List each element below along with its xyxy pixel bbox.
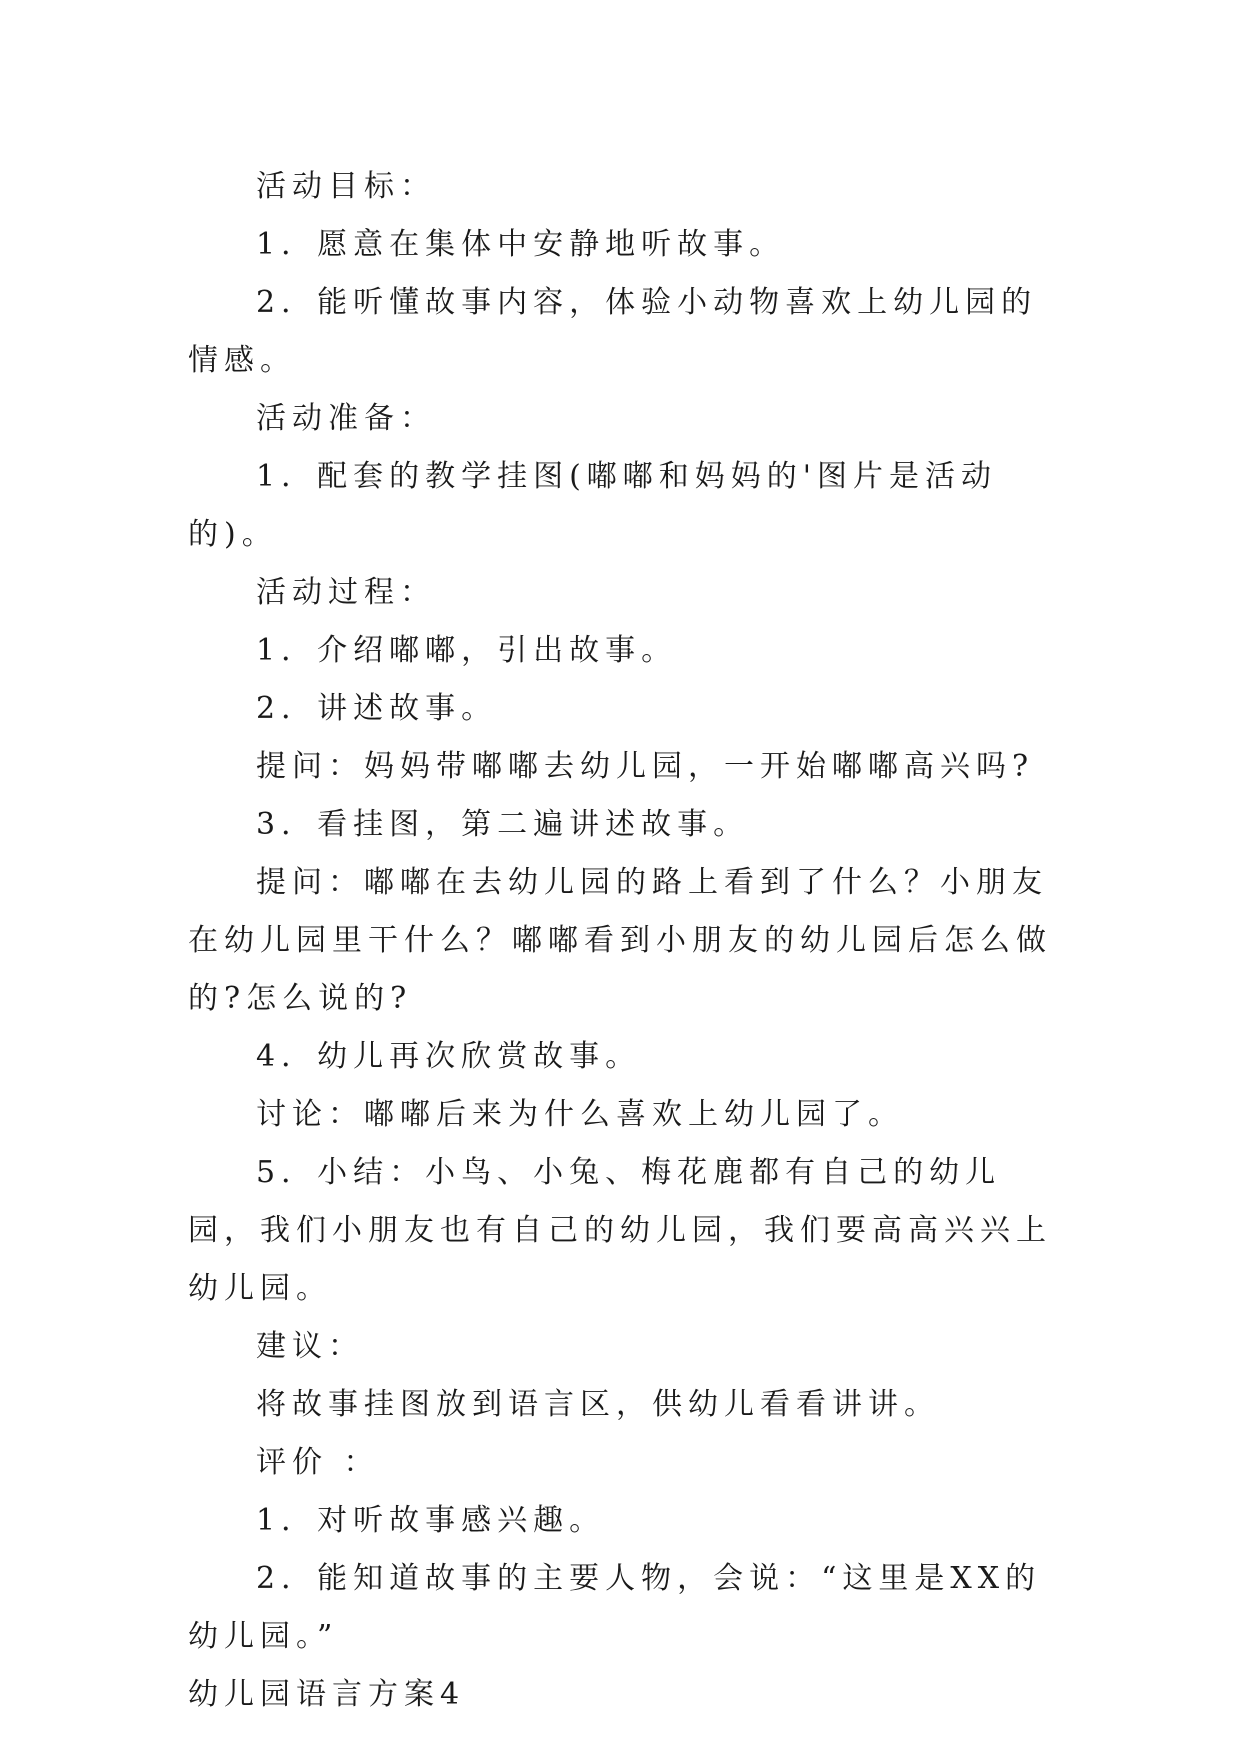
paragraph: 1．配套的教学挂图(嘟嘟和妈妈的'图片是活动的)。 [188,459,998,552]
paragraph: 活动过程： [256,575,436,610]
paragraph: 活动目标： [256,169,436,204]
paragraph: 活动准备： [256,401,436,436]
paragraph: 评价 ： [256,1445,380,1480]
paragraph: 提问：嘟嘟在去幼儿园的路上看到了什么？小朋友在幼儿园里干什么？嘟嘟看到小朋友的幼儿园后怎么做的?怎么说的? [188,865,1052,1016]
section-heading: 幼儿园语言方案4 [188,1677,466,1712]
paragraph: 建议： [256,1329,364,1364]
paragraph: 3．看挂图，第二遍讲述故事。 [256,807,750,842]
paragraph: 1．愿意在集体中安静地听故事。 [256,227,786,262]
document-body [188,158,1060,1724]
paragraph: 2．讲述故事。 [256,691,498,726]
paragraph: 将故事挂图放到语言区，供幼儿看看讲讲。 [256,1387,940,1422]
paragraph: 2．能听懂故事内容，体验小动物喜欢上幼儿园的情感。 [188,285,1038,378]
paragraph: 4．幼儿再次欣赏故事。 [256,1039,642,1074]
paragraph: 提问：妈妈带嘟嘟去幼儿园，一开始嘟嘟高兴吗? [256,749,1035,784]
paragraph: 1．对听故事感兴趣。 [256,1503,606,1538]
paragraph: 2．能知道故事的主要人物，会说：“这里是XX的幼儿园。” [188,1561,1042,1654]
paragraph: 5．小结：小鸟、小兔、梅花鹿都有自己的幼儿园，我们小朋友也有自己的幼儿园，我们要高高兴兴上幼儿园。 [188,1155,1052,1306]
paragraph: 讨论：嘟嘟后来为什么喜欢上幼儿园了。 [256,1097,904,1132]
paragraph: 1．介绍嘟嘟，引出故事。 [256,633,678,668]
